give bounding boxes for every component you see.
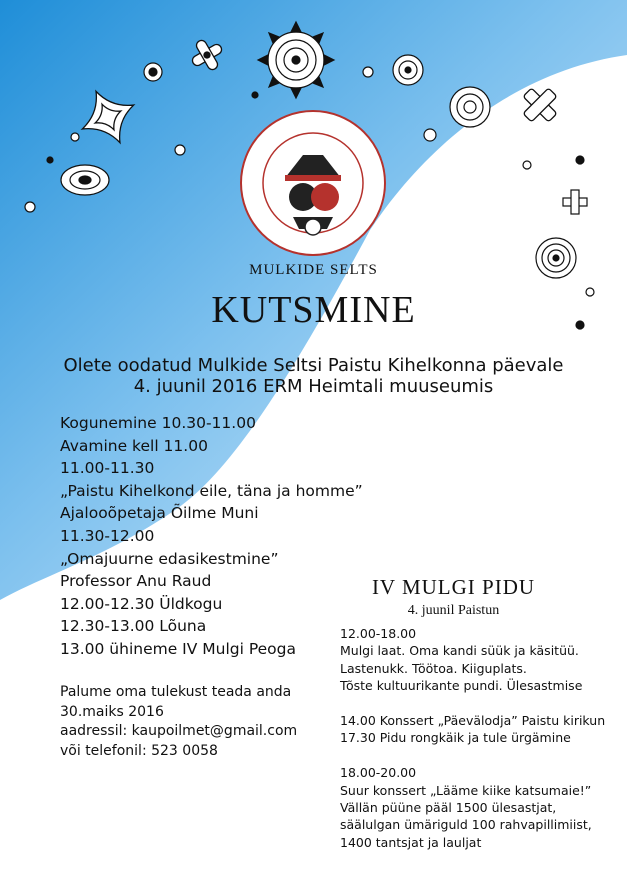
rsvp-line: 30.maiks 2016 <box>60 703 164 720</box>
schedule-item: Avamine kell 11.00 <box>60 436 208 455</box>
festival-line: 14.00 Konssert „Päevälodja” Paistu kirikun <box>340 713 606 729</box>
schedule-item: „Omajuurne edasikestmine” <box>60 549 279 568</box>
ornament-cross-icon <box>563 190 587 214</box>
festival-line: säälulgan ümäriguld 100 rahvapillimiist, <box>340 817 592 833</box>
schedule-item: 13.00 ühineme IV Mulgi Peoga <box>60 639 297 658</box>
festival-line: 18.00-20.00 <box>340 765 417 781</box>
intro-text <box>0 355 627 397</box>
spacer <box>340 695 605 712</box>
page-title: KUTSMINE <box>211 289 416 331</box>
festival-program <box>340 625 605 851</box>
festival-line: Lastenukk. Töötoa. Kiiguplats. <box>340 660 527 676</box>
festival-line: 1400 tantsjat ja lauljat <box>340 834 482 850</box>
intro-line: Olete oodatud Mulkide Seltsi Paistu Kihelkonna päevale <box>63 355 564 376</box>
festival-line: Vällän püüne pääl 1500 ülesastjat, <box>340 800 557 816</box>
ornament-sun-icon <box>258 22 334 98</box>
schedule-item: 11.30-12.00 <box>60 526 155 545</box>
schedule-item: Professor Anu Raud <box>60 572 212 591</box>
festival-title: IV MULGI PIDU <box>371 575 536 599</box>
festival-line: Suur konssert „Lääme kiike katsumaie!” <box>340 782 592 798</box>
spacer <box>340 747 605 764</box>
organization-name: MULKIDE SELTS <box>249 262 378 278</box>
schedule-item: Kogunemine 10.30-11.00 <box>60 414 256 432</box>
ornament-round-icon <box>144 63 162 81</box>
rsvp-block <box>60 683 297 761</box>
schedule-item: Ajalooõpetaja Õilme Muni <box>60 504 259 523</box>
festival-line: Tõste kultuurikante pundi. Ülesastmise <box>340 678 583 694</box>
schedule-item: 12.30-13.00 Lõuna <box>60 617 207 636</box>
rsvp-line: Palume oma tulekust teada anda <box>60 684 292 700</box>
logo-seal <box>241 111 385 255</box>
ornament-round-icon <box>61 165 109 195</box>
schedule-item: 12.00-12.30 Üldkogu <box>60 594 223 613</box>
schedule-list <box>60 412 363 661</box>
schedule-item: „Paistu Kihelkond eile, täna ja homme” <box>60 481 363 500</box>
festival-line: Mulgi laat. Oma kandi süük ja käsitüü. <box>340 643 579 659</box>
ornament-round-icon <box>450 87 490 127</box>
schedule-item: 11.00-11.30 <box>60 459 155 478</box>
rsvp-line: aadressil: kaupoilmet@gmail.com <box>60 723 298 740</box>
festival-line: 17.30 Pidu rongkäik ja tule ürgämine <box>340 730 571 746</box>
festival-line: 12.00-18.00 <box>340 626 417 641</box>
ornament-round-icon <box>393 55 423 85</box>
festival-subtitle: 4. juunil Paistun <box>407 603 500 618</box>
intro-line: 4. juunil 2016 ERM Heimtali muuseumis <box>133 376 494 397</box>
rsvp-line: või telefonil: 523 0058 <box>60 742 218 759</box>
